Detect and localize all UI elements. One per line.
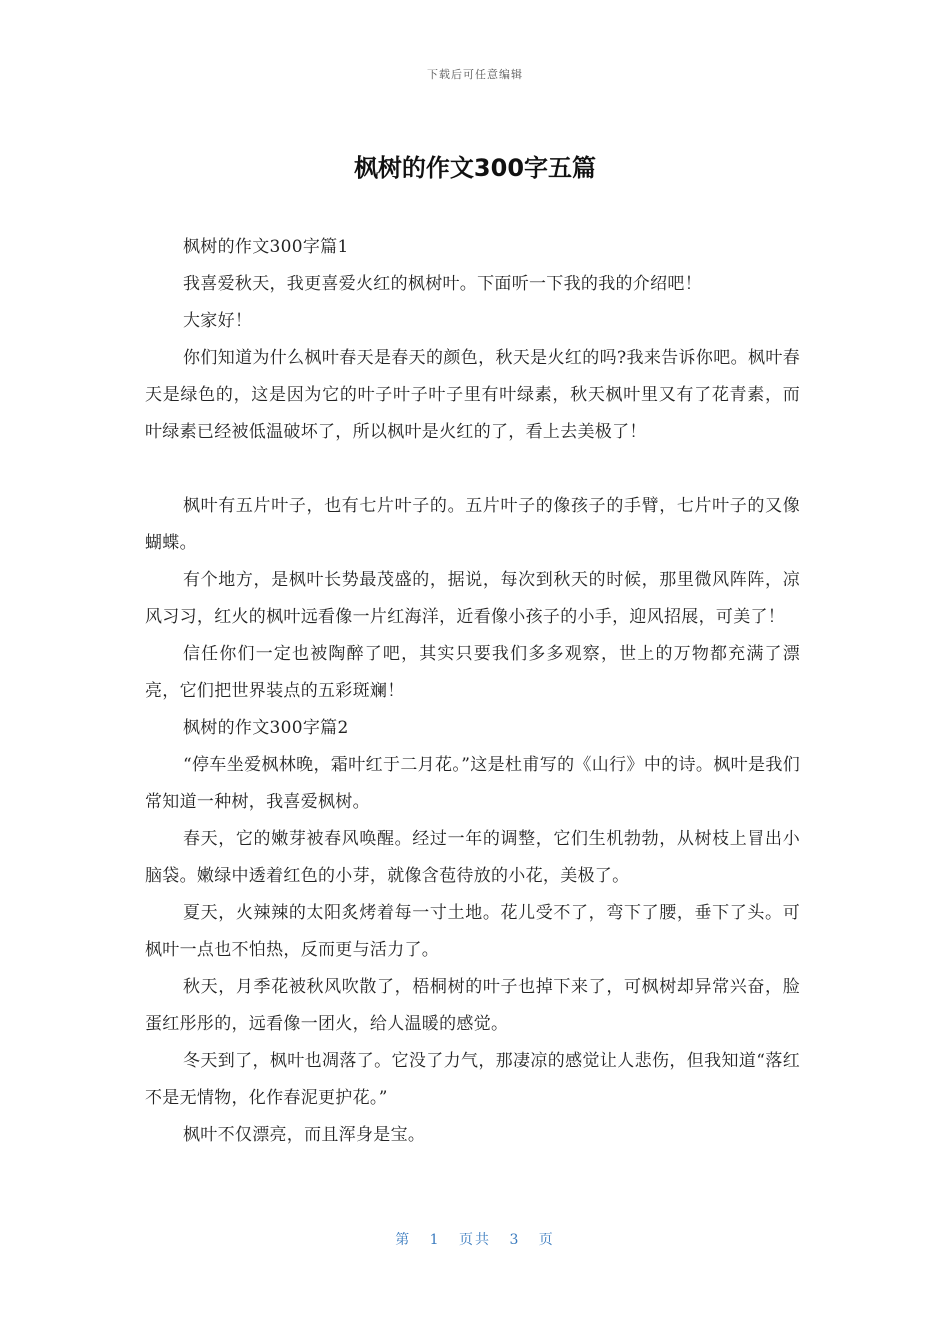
section-heading-2: 枫树的作文300字篇2 [183,718,349,738]
paragraph: 冬天到了，枫叶也凋落了。它没了力气，那凄凉的感觉让人悲伤，但我知道“落红不是无情物，化作春泥更护花。” [145,1051,800,1108]
paragraph: 信任你们一定也被陶醉了吧，其实只要我们多多观察，世上的万物都充满了漂亮，它们把世界装点的五彩斑斓！ [145,644,800,701]
document-title: 枫树的作文300字五篇 [353,154,597,182]
paragraph: 春天，它的嫩芽被春风唤醒。经过一年的调整，它们生机勃勃，从树枝上冒出小脑袋。嫩绿中透着红色的小芽，就像含苞待放的小花，美极了。 [145,829,800,886]
paragraph: 有个地方，是枫叶长势最茂盛的，据说，每次到秋天的时候，那里微风阵阵，凉风习习，红火的枫叶远看像一片红海洋，近看像小孩子的小手，迎风招展，可美了！ [145,570,800,627]
paragraph: 秋天，月季花被秋风吹散了，梧桐树的叶子也掉下来了，可枫树却异常兴奋，脸蛋红彤彤的，远看像一团火，给人温暖的感觉。 [145,977,800,1034]
section-heading-1: 枫树的作文300字篇1 [183,237,349,257]
paragraph: 夏天，火辣辣的太阳炙烤着每一寸土地。花儿受不了，弯下了腰，垂下了头。可枫叶一点也不怕热，反而更与活力了。 [145,903,800,960]
header-note: 下载后可任意编辑 [427,68,523,81]
paragraph: 你们知道为什么枫叶春天是春天的颜色，秋天是火红的吗?我来告诉你吧。枫叶春天是绿色的，这是因为它的叶子叶子叶子里有叶绿素，秋天枫叶里又有了花青素，而叶绿素已经被低温破坏了，所以枫叶是火红的了，看上去美极了！ [145,348,800,442]
document-body [145,229,800,1154]
paragraph: 我喜爱秋天，我更喜爱火红的枫树叶。下面听一下我的我的介绍吧！ [183,274,702,294]
paragraph: 枫叶有五片叶子，也有七片叶子的。五片叶子的像孩子的手臂，七片叶子的又像蝴蝶。 [145,496,800,553]
paragraph: 大家好！ [183,311,253,331]
page-number: 第 1 页共 3 页 [395,1232,555,1248]
paragraph: “停车坐爱枫林晚，霜叶红于二月花。”这是杜甫写的《山行》中的诗。枫叶是我们常知道一种树，我喜爱枫树。 [145,755,800,812]
paragraph: 枫叶不仅漂亮，而且浑身是宝。 [183,1125,426,1145]
